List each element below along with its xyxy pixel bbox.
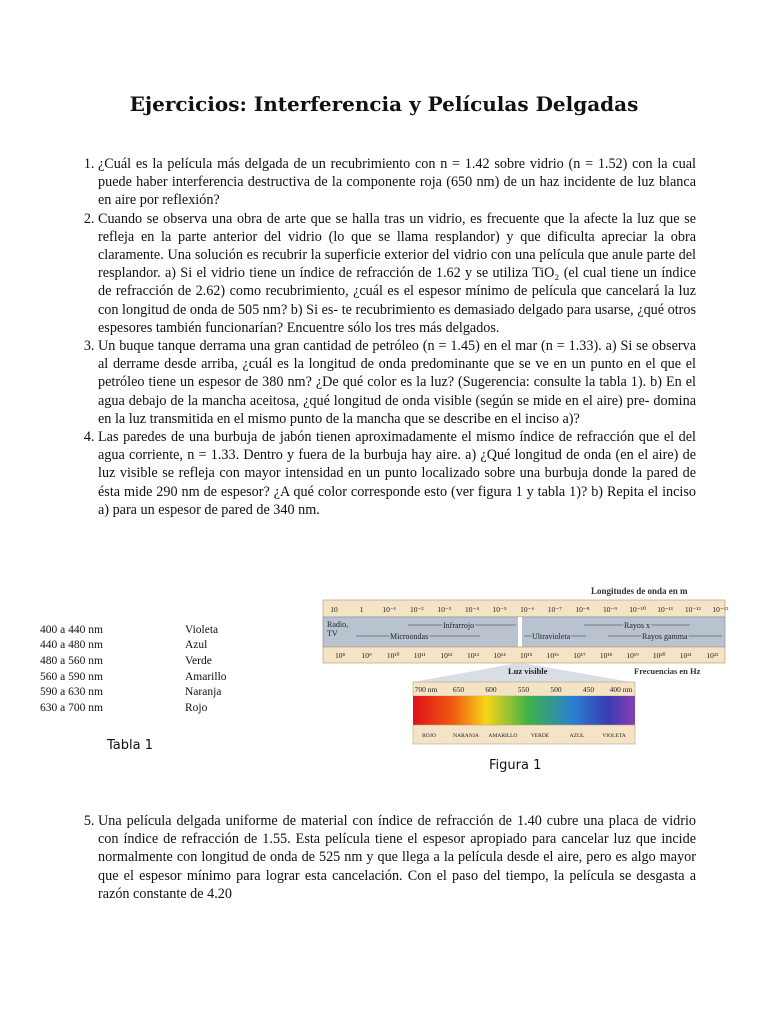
table-row	[40, 684, 227, 700]
frequency-tick-label: 10¹²	[440, 651, 453, 660]
visible-tick-label: 550	[517, 685, 530, 694]
frequency-tick-label: 10¹⁷	[573, 651, 586, 660]
range-cell: 630 a 700 nm	[40, 701, 103, 714]
exercise-list	[70, 155, 696, 519]
range-cell: 440 a 480 nm	[40, 639, 103, 652]
band-infrarrojo: Infrarrojo	[443, 621, 475, 630]
visible-gap	[518, 617, 522, 647]
band-radio: Radio,	[327, 620, 349, 629]
figure-1-caption: Figura 1	[489, 758, 542, 773]
exercise-4: 4. Las paredes de una burbuja de jabón tienen aproximadamente el mismo índice de refracción que el del agua corriente, n = 1.33. Dentro y fuera de la burbuja hay aire. a) ¿Qué longitud de onda (en el aire) de luz visible se refleja con mayor intensidad en un punto localizado sobre una burbuja donde la pared de ésta mide 290 nm de espesor? ¿A qué color corresponde esto (ver figura 1 y tabla 1)? b) Repita el inciso a) para un espesor de pared de 340 nm.	[98, 428, 696, 519]
exercise-1: 1. ¿Cuál es la película más delgada de un recubrimiento con n = 1.42 sobre vidrio (n = 1.52) con la cual puede haber interferencia destructiva de la componente roja (650 nm) de un haz incidente de luz blanca en aire por reflexión?	[98, 155, 696, 210]
color-cell: Rojo	[185, 701, 208, 714]
exercise-list-continued	[70, 812, 696, 903]
figure-1	[316, 584, 746, 754]
visible-color-label: NARANJA	[453, 733, 479, 739]
frequency-tick-label: 10⁹	[361, 651, 372, 660]
frequency-tick-label: 10¹⁵	[520, 651, 533, 660]
frequency-ticks	[335, 651, 719, 660]
frequency-tick-label: 10⁸	[334, 651, 346, 660]
wavelength-tick-label: 10⁻²	[409, 605, 424, 614]
frequency-tick-label: 10¹⁹	[626, 651, 639, 660]
visible-tick-label: 600	[485, 685, 497, 694]
exercise-5: 5. Una película delgada uniforme de material con índice de refracción de 1.40 cubre una placa de vidrio con índice de refracción de 1.55. Esta película tiene el espesor apropiado para cancelar luz que incide normalmente con longitud de onda de 525 nm y que llega a la película desde el aire, pero es algo mayor que el espesor mínimo para lograr esta cancelación. Con el paso del tiempo, la película se desgasta a razón constante de 4.20	[98, 812, 696, 903]
color-cell: Amarillo	[185, 670, 227, 683]
table-1-caption: Tabla 1	[107, 738, 153, 753]
exercise-3: 3. Un buque tanque derrama una gran cantidad de petróleo (n = 1.45) en el mar (n = 1.33). a) Si se observa al derrame desde arriba, ¿cuál es la longitud de onda predominante que se ve en un punto en el que el petróleo tiene un espesor de 380 nm? ¿De qué color es la luz? (Sugerencia: consulte la tabla 1). b) En el agua debajo de la mancha aceitosa, ¿qué longitud de onda visible (según se mide en el aire) pre- domina en la luz transmitida en el mismo punto de la mancha que se describe en el inciso a)?	[98, 337, 696, 428]
range-cell: 480 a 560 nm	[40, 654, 103, 667]
wavelength-tick-label: 10⁻⁵	[492, 605, 507, 614]
visible-color-label: VERDE	[530, 733, 550, 739]
visible-color-label: AMARILLO	[488, 733, 518, 739]
band-microondas: Microondas	[390, 632, 429, 641]
band-rayos-gamma: Rayos gamma	[642, 632, 688, 641]
wavelength-tick-label: 10⁻⁴	[464, 605, 480, 614]
band-tv: TV	[327, 629, 338, 638]
wavelength-tick-label: 1	[359, 605, 364, 614]
wavelength-tick-label: 10⁻¹²	[684, 605, 701, 614]
table-row	[40, 653, 227, 669]
color-cell: Verde	[185, 654, 212, 667]
frequency-tick-label: 10¹⁴	[493, 651, 506, 660]
band-rayos-x: Rayos x	[624, 621, 650, 630]
table-1	[40, 622, 240, 722]
visible-color-label: AZUL	[569, 733, 585, 739]
wavelength-tick-label: 10⁻⁸	[575, 605, 590, 614]
range-cell: 590 a 630 nm	[40, 686, 103, 699]
visible-tick-label: 400 nm	[609, 685, 633, 694]
range-cell: 560 a 590 nm	[40, 670, 103, 683]
wavelength-tick-label: 10⁻¹³	[712, 605, 729, 614]
wavelength-tick-label: 10⁻⁷	[547, 605, 562, 614]
wavelength-ticks	[330, 605, 729, 614]
color-cell: Azul	[185, 639, 208, 652]
visible-tick-label: 700 nm	[414, 685, 438, 694]
frequency-tick-label: 10¹⁸	[599, 651, 613, 660]
wavelength-tick-label: 10⁻³	[437, 605, 452, 614]
wavelength-tick-label: 10	[330, 605, 338, 614]
table-row	[40, 669, 227, 685]
table-row	[40, 700, 227, 716]
wavelength-title: Longitudes de onda en m	[591, 586, 688, 596]
frequency-tick-label: 10²¹	[679, 651, 692, 660]
frequency-tick-label: 10¹¹	[413, 651, 426, 660]
frequency-tick-label: 10¹⁰	[386, 651, 400, 660]
table-row	[40, 638, 227, 654]
visible-tick-label: 450	[582, 685, 595, 694]
frequency-tick-label: 10²⁰	[652, 651, 666, 660]
color-cell: Naranja	[185, 686, 222, 699]
wavelength-tick-label: 10⁻¹	[382, 605, 397, 614]
band-ultravioleta: Ultravioleta	[532, 632, 571, 641]
wavelength-tick-label: 10⁻⁶	[520, 605, 535, 614]
wavelength-tick-label: 10⁻¹¹	[657, 605, 674, 614]
wavelength-tick-label: 10⁻⁹	[602, 605, 618, 614]
wavelength-tick-label: 10⁻¹⁰	[629, 605, 646, 614]
frequency-tick-label: 10¹⁶	[546, 651, 559, 660]
page-title: Ejercicios: Interferencia y Películas Delgadas	[129, 92, 639, 116]
frequency-tick-label: 10²²	[706, 651, 719, 660]
exercise-2: 2. Cuando se observa una obra de arte que se halla tras un vidrio, es frecuente que la afecte la luz que se refleja en la parte anterior del vidrio (lo que se llama resplandor) y que dificulta apreciar la obra claramente. Una solución es recubrir la superficie exterior del vidrio con una película que anule parte del resplandor. a) Si el vidrio tiene un índice de refracción de 1.62 y se utiliza TiO₂ (el cual tiene un índice de refracción de 2.62) como recubrimiento, ¿cuál es el espesor mínimo de película que cancelará la luz con longitud de onda de 505 nm? b) Si es- te recubrimiento es demasiado delgado para usarse, ¿qué otros espesores también funcionarían? Encuentre sólo los tres más delgados.	[98, 210, 696, 337]
visible-tick-label: 500	[550, 685, 562, 694]
visible-title: Luz visible	[508, 666, 548, 676]
visible-color-label: VIOLETA	[602, 733, 626, 739]
table-row	[40, 622, 227, 638]
range-cell: 400 a 440 nm	[40, 623, 103, 636]
visible-color-label: ROJO	[422, 733, 436, 739]
frequency-title: Frecuencias en Hz	[634, 666, 701, 676]
spectrum-diagram	[316, 584, 746, 754]
color-cell: Violeta	[185, 623, 219, 636]
visible-tick-label: 650	[452, 685, 465, 694]
frequency-tick-label: 10¹³	[467, 651, 479, 660]
